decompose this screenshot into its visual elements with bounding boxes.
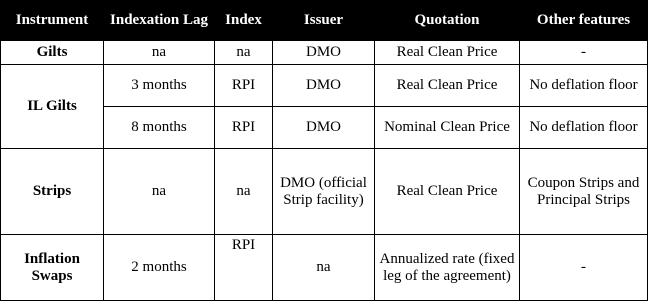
cell-other-features: - [520,41,648,65]
cell-quotation: Real Clean Price [375,65,520,107]
cell-issuer: DMO [273,41,375,65]
header-issuer: Issuer [273,1,375,41]
header-instrument: Instrument [1,1,104,41]
cell-instrument: Strips [1,149,104,235]
cell-quotation: Nominal Clean Price [375,107,520,149]
cell-indexation-lag: na [104,41,215,65]
header-quotation: Quotation [375,1,520,41]
cell-index: RPI [215,65,273,107]
table-row [1,41,648,65]
cell-indexation-lag: 3 months [104,65,215,107]
cell-quotation: Annualized rate (fixed leg of the agreement) [375,235,520,301]
header-other-features: Other features [520,1,648,41]
cell-indexation-lag: 8 months [104,107,215,149]
cell-instrument: Inflation Swaps [1,235,104,301]
cell-quotation: Real Clean Price [375,149,520,235]
cell-index: na [215,41,273,65]
table-header-row [1,1,648,41]
cell-quotation: Real Clean Price [375,41,520,65]
cell-indexation-lag: 2 months [104,235,215,301]
cell-issuer: na [273,235,375,301]
table-row [1,235,648,301]
cell-instrument: IL Gilts [1,65,104,149]
cell-indexation-lag: na [104,149,215,235]
cell-index: RPI [215,235,273,301]
header-index: Index [215,1,273,41]
cell-instrument: Gilts [1,41,104,65]
cell-issuer: DMO (official Strip facility) [273,149,375,235]
table-row [1,149,648,235]
cell-other-features: Coupon Strips and Principal Strips [520,149,648,235]
cell-index: na [215,149,273,235]
cell-other-features: No deflation floor [520,65,648,107]
cell-other-features: - [520,235,648,301]
cell-issuer: DMO [273,107,375,149]
table-row [1,65,648,107]
cell-issuer: DMO [273,65,375,107]
header-indexation-lag: Indexation Lag [104,1,215,41]
cell-other-features: No deflation floor [520,107,648,149]
cell-index: RPI [215,107,273,149]
